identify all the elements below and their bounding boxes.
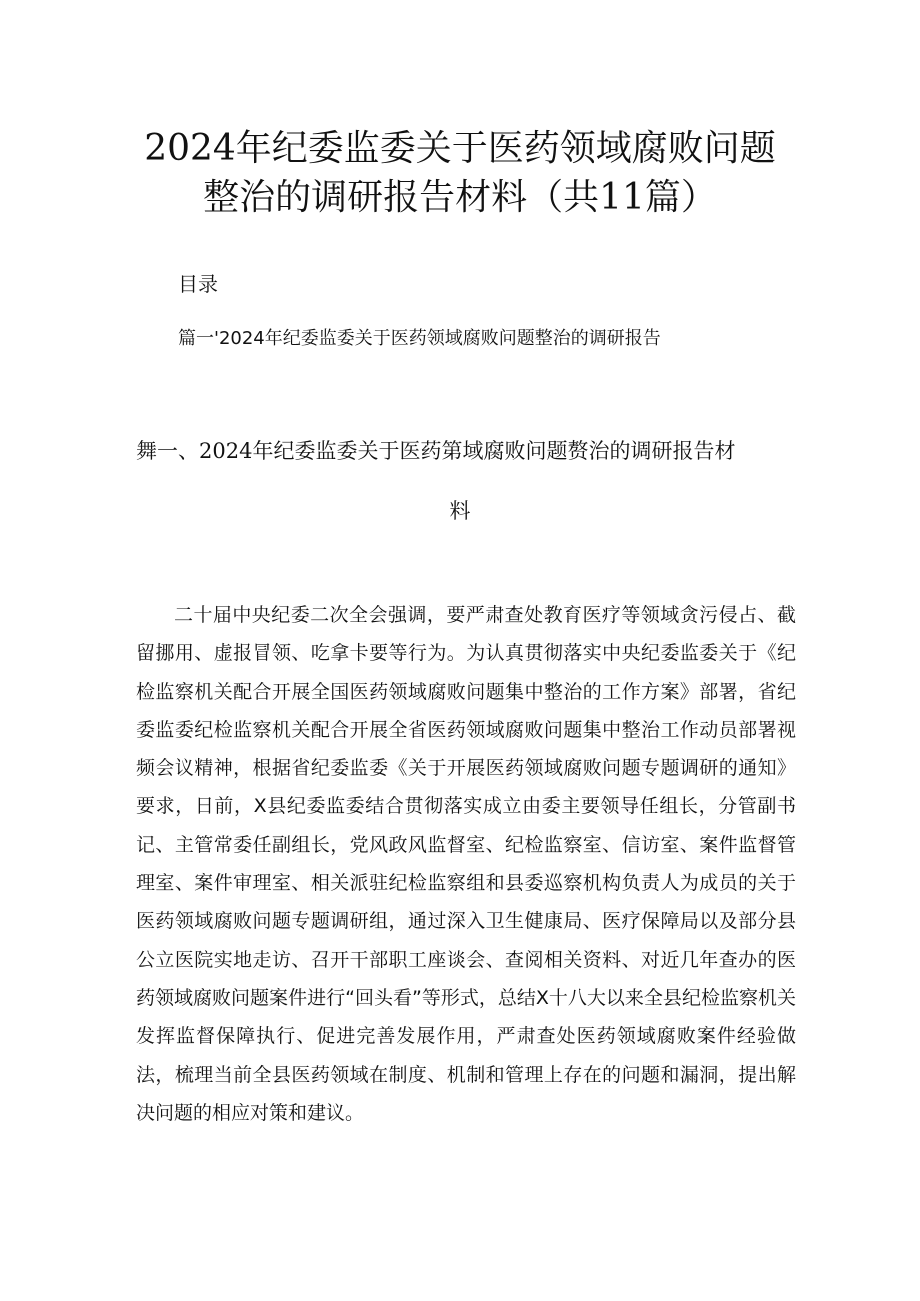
section-title-continued: 料 xyxy=(449,499,471,523)
toc-item-1: 篇一'2024年纪委监委关于医药领域腐败问题整治的调研报告 xyxy=(178,328,661,349)
toc-heading: 目录 xyxy=(178,272,218,296)
section-title: 舞一、2024年纪委监委关于医药第域腐败问题赘治的调研报告材 xyxy=(136,439,736,463)
document-title: 2024年纪委监委关于医药领域腐败问题整治的调研报告材料（共11篇） xyxy=(144,128,776,218)
body-paragraph: 二十届中央纪委二次全会强调，要严肃查处教育医疗等领域贪污侵占、截留挪用、虚报冒领、吃拿卡要等行为。为认真贯彻落实中央纪委监委关于《纪检监察机关配合开展全国医药领域腐败问题集中整治的工作方案》部署，省纪委监委纪检监察机关配合开展全省医药领域腐败问题集中整治工作动员部署视频会议精神，根据省纪委监委《关于开展医药领域腐败问题专题调研的通知》要求，日前，X县纪委监委结合贯彻落实成立由委主要领导任组长，分管副书记、主管常委任副组长，党风政风监督室、纪检监察室、信访室、案件监督管理室、案件审理室、相关派驻纪检监察组和县委巡察机构负责人为成员的关于医药领域腐败问题专题调研组，通过深入卫生健康局、医疗保障局以及部分县公立医院实地走访、召开干部职工座谈会、查阅相关资料、对近几年查办的医药领域腐败问题案件进行“回头看”等形式，总结X十八大以来全县纪检监察机关发挥监督保障执行、促进完善发展作用，严肃查处医药领域腐败案件经验做法，梳理当前全县医药领域在制度、机制和管理上存在的问题和漏洞，提出解决问题的相应对策和建议。 xyxy=(136,604,796,1124)
